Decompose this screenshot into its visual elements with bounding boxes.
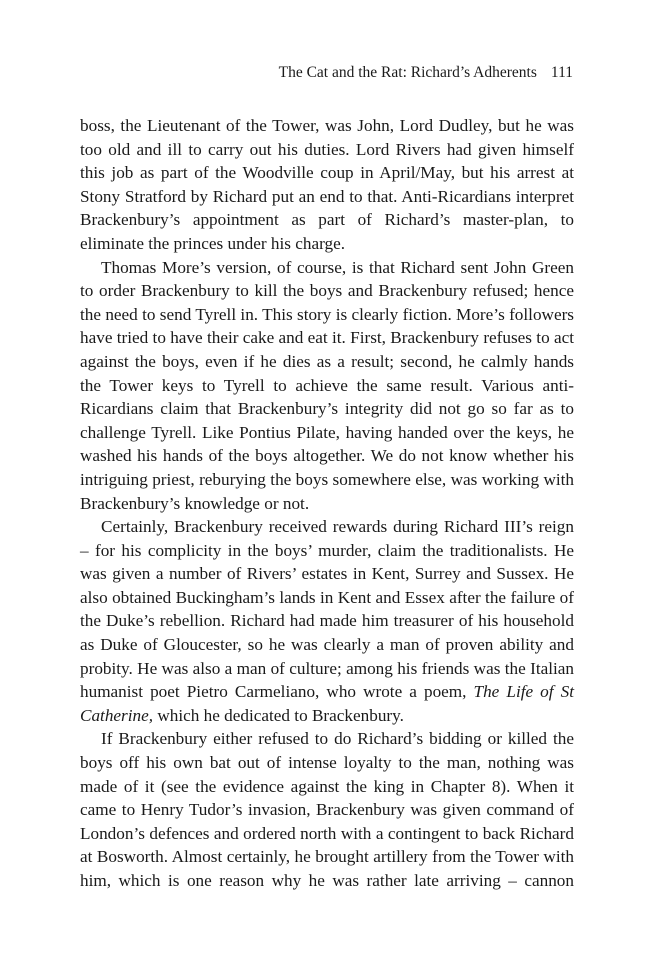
running-head-title: The Cat and the Rat: Richard’s Adherents bbox=[278, 64, 537, 81]
paragraph-1: boss, the Lieutenant of the Tower, was John, Lord Dudley, but he was too old and ill to carry out his duties. Lord Rivers had given himself this job as part of the Woodville coup in April/May, but his arrest at Stony Stratford by Richard put an end to that. Anti-Ricardians interpret Brackenbury’s appointment as part of Richard’s master-plan, to eliminate the princes under his charge. bbox=[80, 116, 574, 253]
page-number: 111 bbox=[550, 64, 573, 81]
paragraph-3-text-end: which he dedicated to Brackenbury. bbox=[157, 705, 404, 725]
paragraph-3 bbox=[80, 515, 574, 727]
book-title: The Life of St Catherine, bbox=[80, 682, 574, 725]
running-head bbox=[279, 63, 573, 83]
paragraph-2: Thomas More’s version, of course, is that Richard sent John Green to order Brackenbury to kill the boys and Brackenbury refused; hence the need to send Tyrell in. This story is clearly fiction. More’s followers have tried to have their cake and eat it. First, Brackenbury refuses to act against the boys, even if he dies as a result; second, he calmly hands the Tower keys to Tyrell to achieve the same result. Various anti-Ricardians claim that Brackenbury’s integrity did not go so far as to challenge Tyrell. Like Pontius Pilate, having handed over the keys, he washed his hands of the boys altogether. We do not know whether his intriguing priest, reburying the boys somewhere else, was working with Brackenbury’s knowledge or not. bbox=[80, 257, 574, 513]
body-text bbox=[80, 114, 574, 893]
paragraph-4: If Brackenbury either refused to do Richard’s bidding or killed the boys off his own bat out of intense loyalty to the man, nothing was made of it (see the evidence against the king in Chapter 8). When it came to Henry Tudor’s invasion, Brackenbury was given command of London’s defences and ordered north with a contingent to back Richard at Bosworth. Almost certainly, he brought artillery from the Tower with him, which is one reason why he was rather late arriving – cannon bbox=[80, 729, 574, 890]
paragraph-3-text-start: Certainly, Brackenbury received rewards during Richard III’s reign – for his complicity in the boys’ murder, claim the traditionalists. He was given a number of Rivers’ estates in Kent, Surrey and Sussex. He also obtained Buckingham’s lands in Kent and Essex after the failure of the Duke’s rebellion. Richard had made him treasurer of his household as Duke of Gloucester, so he was clearly a man of proven ability and probity. He was also a man of culture; among his friends was the Italian humanist poet Pietro Carmeliano, who wrote a poem, bbox=[80, 517, 574, 702]
